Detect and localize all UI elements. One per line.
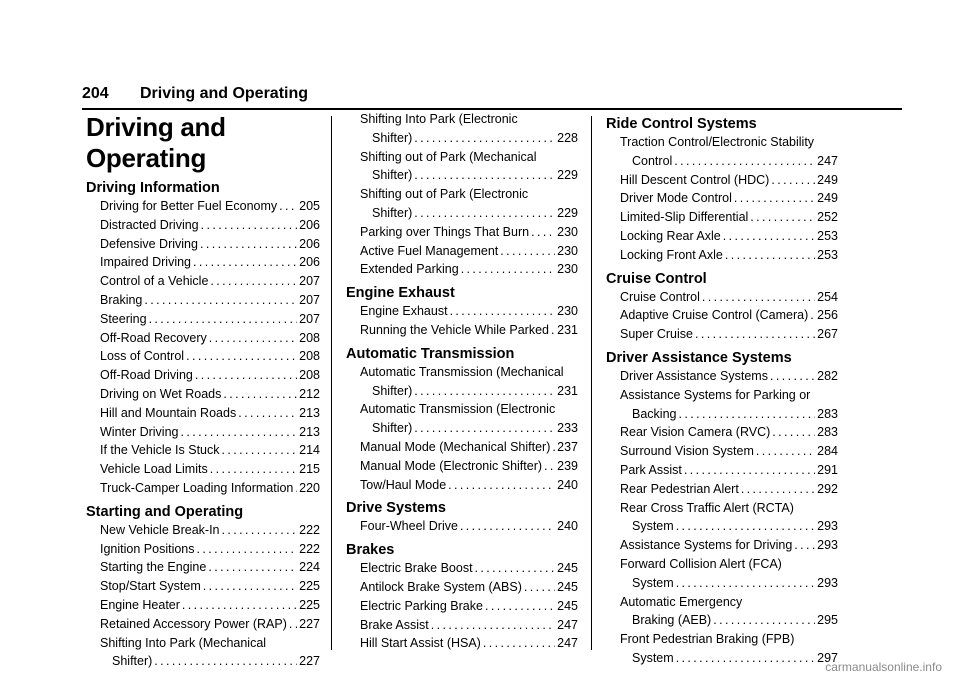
dot-leader	[222, 521, 298, 540]
toc-entry[interactable]	[346, 242, 578, 261]
dot-leader	[414, 419, 555, 438]
toc-entry-title: Ignition Positions	[100, 541, 195, 556]
toc-entry-title: Limited-Slip Differential	[620, 210, 749, 225]
dot-leader	[772, 423, 815, 442]
dot-leader	[414, 382, 555, 401]
toc-entry-title: Engine Exhaust	[360, 304, 448, 319]
dot-leader	[414, 204, 555, 223]
toc-entry-page: 224	[299, 560, 320, 575]
dot-leader	[531, 223, 555, 242]
toc-entry-page: 231	[557, 322, 578, 337]
column-divider	[591, 116, 592, 650]
toc-entry-page: 291	[817, 462, 838, 477]
toc-entry-title: Running the Vehicle While Parked	[360, 322, 550, 337]
dot-leader	[524, 578, 555, 597]
toc-entry-title: Driving for Better Fuel Economy	[100, 199, 278, 213]
toc-entry-page: 283	[817, 406, 838, 421]
toc-entry[interactable]	[606, 461, 838, 480]
dot-leader	[475, 559, 556, 578]
toc-entry[interactable]	[346, 129, 578, 148]
watermark-footer: carmanualsonline.info	[825, 660, 942, 674]
toc-entry[interactable]	[86, 521, 320, 540]
header-title: Driving and Operating	[140, 85, 309, 102]
toc-entry[interactable]	[346, 419, 578, 438]
toc-entry-title: Braking (AEB)	[632, 613, 712, 628]
toc-entry-title: Driver Mode Control	[620, 191, 732, 206]
toc-entry[interactable]	[86, 366, 320, 385]
toc-entry[interactable]	[86, 423, 320, 442]
dot-leader	[483, 634, 555, 653]
toc-entry[interactable]	[606, 649, 838, 668]
toc-entry-title: Super Cruise	[620, 327, 693, 342]
toc-entry[interactable]	[346, 382, 578, 401]
toc-entry-page: 237	[557, 439, 578, 454]
toc-entry-page: 206	[299, 255, 320, 270]
toc-entry-line: Automatic Transmission (Mechanical	[360, 364, 564, 379]
toc-entry[interactable]	[86, 272, 320, 291]
toc-entry[interactable]	[606, 480, 838, 499]
toc-entry-page: 297	[817, 650, 838, 665]
toc-column-3	[606, 110, 838, 668]
toc-entry-page: 222	[299, 522, 320, 537]
toc-entry[interactable]	[606, 288, 838, 307]
dot-leader	[725, 246, 815, 265]
dot-leader	[676, 574, 815, 593]
dot-leader	[203, 577, 297, 596]
toc-entry-line: Rear Cross Traffic Alert (RCTA)	[620, 500, 794, 515]
dot-leader	[485, 597, 555, 616]
toc-entry-title: System	[632, 650, 674, 665]
toc-entry-title: Four-Wheel Drive	[360, 519, 458, 534]
dot-leader	[544, 457, 555, 476]
toc-entry-title: Off-Road Driving	[100, 368, 193, 383]
dot-leader	[200, 235, 297, 254]
toc-entry[interactable]	[606, 367, 838, 386]
toc-entry-page: 212	[299, 386, 320, 401]
dot-leader	[209, 329, 297, 348]
toc-entry-page: 229	[557, 168, 578, 183]
toc-entry-page: 247	[817, 153, 838, 168]
toc-entry-title: Truck-Camper Loading Information	[100, 480, 294, 495]
toc-entry-page: 247	[557, 636, 578, 651]
dot-leader	[551, 321, 555, 340]
toc-entry-page: 240	[557, 519, 578, 534]
toc-entry-title: Braking	[100, 292, 143, 307]
toc-entry-page: 239	[557, 458, 578, 473]
toc-entry[interactable]	[86, 558, 320, 577]
toc-entry[interactable]	[346, 476, 578, 495]
toc-entry[interactable]	[86, 385, 320, 404]
toc-entry-title: Hill Start Assist (HSA)	[360, 636, 481, 651]
toc-entry-title: Locking Front Axle	[620, 247, 723, 262]
dot-leader	[750, 208, 815, 227]
toc-entry[interactable]	[346, 302, 578, 321]
section-heading: Engine Exhaust	[346, 285, 455, 302]
dot-leader	[186, 347, 297, 366]
toc-entry-title: Manual Mode (Electronic Shifter)	[360, 458, 543, 473]
toc-entry-title: Assistance Systems for Driving	[620, 538, 793, 553]
toc-entry-page: 213	[299, 424, 320, 439]
toc-entry-title: Engine Heater	[100, 597, 180, 612]
toc-entry-title: Control of a Vehicle	[100, 274, 209, 289]
toc-entry[interactable]	[86, 253, 320, 272]
toc-entry-title: Retained Accessory Power (RAP)	[100, 616, 287, 631]
toc-entry[interactable]	[346, 223, 578, 242]
toc-entry[interactable]	[346, 517, 578, 536]
dot-leader	[208, 558, 297, 577]
toc-entry-title: Parking over Things That Burn	[360, 224, 530, 239]
toc-entry-page: 213	[299, 405, 320, 420]
toc-entry-page: 249	[817, 172, 838, 187]
toc-entry-line: Automatic Transmission (Electronic	[360, 402, 556, 417]
toc-entry[interactable]	[86, 460, 320, 479]
chapter-title: Driving and Operating	[86, 112, 226, 173]
dot-leader	[201, 216, 298, 235]
toc-entry-title: Active Fuel Management	[360, 243, 499, 258]
dot-leader	[695, 325, 815, 344]
toc-entry[interactable]	[346, 634, 578, 653]
toc-entry-title: Shifter)	[372, 421, 413, 436]
toc-entry-line: Forward Collision Alert (FCA)	[620, 556, 782, 571]
dot-leader	[193, 253, 297, 272]
toc-entry-page: 253	[817, 247, 838, 262]
toc-entry-line: Shifting out of Park (Electronic	[360, 187, 529, 202]
dot-leader	[238, 404, 297, 423]
toc-entry-page: 284	[817, 444, 838, 459]
toc-entry-title: Park Assist	[620, 462, 682, 477]
toc-entry[interactable]	[346, 457, 578, 476]
toc-entry-page: 214	[299, 443, 320, 458]
dot-leader	[810, 306, 815, 325]
dot-leader	[144, 291, 297, 310]
toc-entry-page: 206	[299, 217, 320, 232]
toc-entry-page: 256	[817, 308, 838, 323]
toc-entry[interactable]	[346, 438, 578, 457]
dot-leader	[295, 479, 297, 498]
toc-entry-title: New Vehicle Break-In	[100, 522, 220, 537]
toc-entry-title: System	[632, 575, 674, 590]
toc-entry-title: System	[632, 519, 674, 534]
toc-entry-page: 230	[557, 243, 578, 258]
section-heading: Starting and Operating	[86, 503, 244, 520]
dot-leader	[676, 649, 815, 668]
dot-leader	[279, 197, 297, 216]
toc-entry-title: Backing	[632, 406, 677, 421]
toc-entry-page: 252	[817, 210, 838, 225]
dot-leader	[154, 652, 297, 671]
toc-entry-page: 283	[817, 425, 838, 440]
toc-entry-page: 208	[299, 368, 320, 383]
page-header	[82, 84, 902, 110]
dot-leader	[210, 460, 297, 479]
toc-entry[interactable]	[606, 171, 838, 190]
toc-entry-page: 247	[557, 617, 578, 632]
toc-entry-line: Shifting Into Park (Electronic	[360, 112, 518, 126]
toc-entry-title: Shifter)	[112, 654, 153, 669]
toc-entry-title: Locking Rear Axle	[620, 228, 721, 243]
toc-entry-page: 293	[817, 575, 838, 590]
toc-entry-page: 293	[817, 519, 838, 534]
toc-entry-title: Brake Assist	[360, 617, 429, 632]
toc-entry[interactable]	[86, 291, 320, 310]
toc-entry-title: Loss of Control	[100, 349, 185, 364]
toc-entry[interactable]	[86, 216, 320, 235]
toc-column-2	[346, 110, 578, 653]
toc-entry[interactable]	[346, 166, 578, 185]
toc-entry-page: 208	[299, 330, 320, 345]
toc-entry-page: 207	[299, 274, 320, 289]
toc-column-1	[86, 110, 320, 671]
toc-entry-page: 225	[299, 597, 320, 612]
toc-entry-title: Rear Vision Camera (RVC)	[620, 425, 771, 440]
column-divider	[331, 116, 332, 650]
toc-entry-page: 206	[299, 236, 320, 251]
toc-entry[interactable]	[86, 652, 320, 671]
dot-leader	[676, 517, 815, 536]
page-number: 204	[82, 85, 109, 102]
toc-entry-page: 293	[817, 538, 838, 553]
toc-entry[interactable]	[86, 310, 320, 329]
toc-entry[interactable]	[606, 536, 838, 555]
toc-entry-title: Electric Brake Boost	[360, 561, 473, 576]
toc-entry[interactable]	[606, 325, 838, 344]
toc-entry-title: Shifter)	[372, 168, 413, 183]
toc-entry-page: 267	[817, 327, 838, 342]
toc-entry-page: 240	[557, 477, 578, 492]
dot-leader	[723, 227, 815, 246]
toc-entry[interactable]	[86, 329, 320, 348]
section-heading: Automatic Transmission	[346, 345, 515, 362]
dot-leader	[195, 366, 297, 385]
section-heading: Drive Systems	[346, 500, 446, 517]
toc-entry-title: Starting the Engine	[100, 560, 207, 575]
dot-leader	[414, 129, 555, 148]
toc-entry-title: Adaptive Cruise Control (Camera)	[620, 308, 809, 323]
dot-leader	[734, 189, 815, 208]
toc-entry-page: 282	[817, 368, 838, 383]
toc-entry-title: Distracted Driving	[100, 217, 199, 232]
toc-entry[interactable]	[86, 596, 320, 615]
toc-entry-title: Control	[632, 153, 673, 168]
dot-leader	[431, 616, 555, 635]
dot-leader	[741, 480, 815, 499]
toc-entry-page: 207	[299, 292, 320, 307]
toc-entry-line: Shifting out of Park (Mechanical	[360, 149, 537, 164]
toc-entry-title: Surround Vision System	[620, 444, 754, 459]
toc-entry-title: If the Vehicle Is Stuck	[100, 443, 220, 458]
toc-entry-page: 295	[817, 613, 838, 628]
toc-entry[interactable]	[346, 260, 578, 279]
dot-leader	[149, 310, 298, 329]
toc-entry-page: 227	[299, 654, 320, 669]
toc-entry-page: 292	[817, 481, 838, 496]
toc-entry[interactable]	[346, 597, 578, 616]
toc-entry-page: 254	[817, 289, 838, 304]
toc-entry-title: Hill and Mountain Roads	[100, 405, 237, 420]
toc-entry-page: 220	[299, 480, 320, 495]
toc-entry[interactable]	[86, 441, 320, 460]
dot-leader	[223, 385, 297, 404]
dot-leader	[684, 461, 815, 480]
dot-leader	[678, 405, 815, 424]
toc-entry[interactable]	[606, 306, 838, 325]
toc-entry[interactable]	[606, 611, 838, 630]
toc-entry[interactable]	[86, 404, 320, 423]
toc-entry-page: 253	[817, 228, 838, 243]
dot-leader	[771, 171, 815, 190]
toc-entry[interactable]	[606, 227, 838, 246]
toc-entry[interactable]	[606, 152, 838, 171]
toc-entry[interactable]	[86, 347, 320, 366]
section-heading: Cruise Control	[606, 270, 707, 287]
toc-entry[interactable]	[606, 442, 838, 461]
toc-entry-page: 249	[817, 191, 838, 206]
toc-entry-page: 233	[557, 421, 578, 436]
toc-entry[interactable]	[86, 197, 320, 216]
toc-entry-page: 222	[299, 541, 320, 556]
toc-entry-title: Hill Descent Control (HDC)	[620, 172, 770, 187]
toc-entry[interactable]	[606, 517, 838, 536]
toc-entry-title: Stop/Start System	[100, 579, 201, 594]
toc-entry[interactable]	[606, 405, 838, 424]
toc-entry-title: Antilock Brake System (ABS)	[360, 579, 522, 594]
dot-leader	[182, 596, 297, 615]
dot-leader	[770, 367, 815, 386]
toc-entry[interactable]	[606, 208, 838, 227]
toc-entry-line: Assistance Systems for Parking or	[620, 387, 811, 402]
dot-leader	[222, 441, 298, 460]
toc-entry-page: 229	[557, 205, 578, 220]
dot-leader	[713, 611, 815, 630]
toc-entry[interactable]	[86, 479, 320, 498]
dot-leader	[702, 288, 815, 307]
toc-entry-page: 227	[299, 616, 320, 631]
toc-entry[interactable]	[606, 189, 838, 208]
toc-entry-title: Impaired Driving	[100, 255, 192, 270]
toc-entry[interactable]	[86, 577, 320, 596]
toc-entry-title: Winter Driving	[100, 424, 179, 439]
toc-entry-page: 228	[557, 130, 578, 145]
toc-entry-page: 230	[557, 304, 578, 319]
toc-entry-title: Tow/Haul Mode	[360, 477, 447, 492]
toc-entry[interactable]	[86, 235, 320, 254]
toc-entry[interactable]	[346, 616, 578, 635]
toc-entry-title: Shifter)	[372, 130, 413, 145]
dot-leader	[210, 272, 297, 291]
dot-leader	[461, 260, 555, 279]
toc-entry-page: 245	[557, 598, 578, 613]
toc-entry-page: 245	[557, 579, 578, 594]
dot-leader	[794, 536, 815, 555]
toc-entry-title: Manual Mode (Mechanical Shifter)	[360, 439, 551, 454]
toc-entry-page: 231	[557, 383, 578, 398]
toc-entry-title: Off-Road Recovery	[100, 330, 207, 345]
toc-entry-title: Shifter)	[372, 383, 413, 398]
toc-entry[interactable]	[346, 321, 578, 340]
dot-leader	[552, 438, 555, 457]
toc-entry[interactable]	[86, 540, 320, 559]
toc-entry-title: Driver Assistance Systems	[620, 368, 768, 383]
toc-entry-title: Cruise Control	[620, 289, 700, 304]
toc-entry-page: 245	[557, 561, 578, 576]
toc-entry-title: Extended Parking	[360, 262, 459, 277]
toc-entry-page: 205	[299, 199, 320, 213]
dot-leader	[756, 442, 815, 461]
toc-entry-page: 230	[557, 262, 578, 277]
toc-entry[interactable]	[86, 615, 320, 634]
toc-entry-title: Rear Pedestrian Alert	[620, 481, 739, 496]
dot-leader	[500, 242, 555, 261]
section-heading: Driving Information	[86, 180, 220, 196]
section-heading: Ride Control Systems	[606, 116, 757, 132]
section-heading: Driver Assistance Systems	[606, 349, 792, 366]
dot-leader	[414, 166, 555, 185]
toc-entry-title: Vehicle Load Limits	[100, 462, 208, 477]
toc-entry-page: 208	[299, 349, 320, 364]
dot-leader	[450, 302, 556, 321]
dot-leader	[181, 423, 298, 442]
section-heading: Brakes	[346, 542, 395, 559]
toc-entry-page: 215	[299, 462, 320, 477]
dot-leader	[674, 152, 815, 171]
toc-entry-line: Automatic Emergency	[620, 594, 743, 609]
toc-entry[interactable]	[346, 559, 578, 578]
dot-leader	[448, 476, 555, 495]
dot-leader	[289, 615, 297, 634]
toc-entry-line: Shifting Into Park (Mechanical	[100, 635, 267, 650]
toc-entry-page: 230	[557, 224, 578, 239]
toc-entry-title: Defensive Driving	[100, 236, 198, 251]
dot-leader	[197, 540, 298, 559]
toc-entry[interactable]	[606, 246, 838, 265]
toc-entry[interactable]	[606, 574, 838, 593]
toc-entry-title: Electric Parking Brake	[360, 598, 483, 613]
toc-entry-page: 225	[299, 579, 320, 594]
toc-entry-line: Traction Control/Electronic Stability	[620, 135, 815, 149]
toc-entry-page: 207	[299, 311, 320, 326]
toc-entry-line: Front Pedestrian Braking (FPB)	[620, 632, 795, 647]
toc-entry-title: Steering	[100, 311, 147, 326]
toc-entry[interactable]	[606, 423, 838, 442]
toc-entry-title: Driving on Wet Roads	[100, 386, 222, 401]
toc-entry[interactable]	[346, 204, 578, 223]
toc-entry[interactable]	[346, 578, 578, 597]
toc-entry-title: Shifter)	[372, 205, 413, 220]
dot-leader	[460, 517, 555, 536]
